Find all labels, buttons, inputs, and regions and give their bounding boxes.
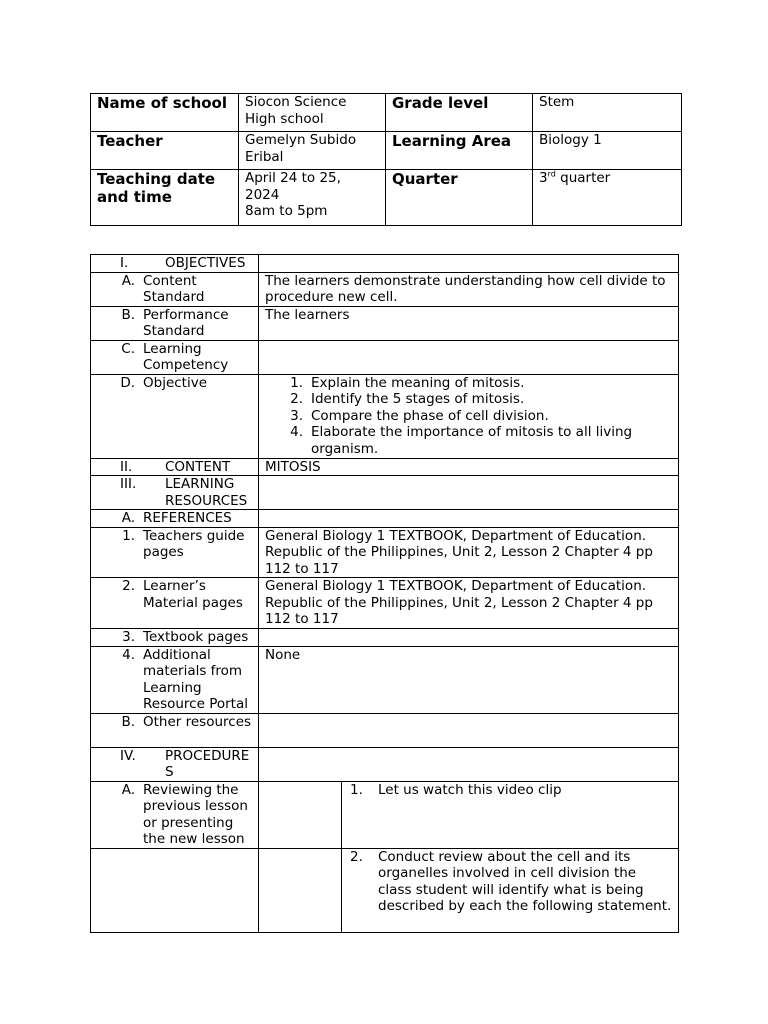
header-row-teacher bbox=[91, 132, 682, 170]
grade-value: Stem bbox=[533, 94, 682, 132]
item-marker: D. bbox=[120, 374, 135, 391]
header-row-date bbox=[91, 170, 682, 226]
row-performance-standard bbox=[91, 306, 679, 340]
row-learning-competency bbox=[91, 340, 679, 374]
teacher-value: Gemelyn Subido Eribal bbox=[239, 132, 386, 170]
area-value: Biology 1 bbox=[533, 132, 682, 170]
textbook-pages-value bbox=[259, 629, 679, 647]
item-marker: C. bbox=[121, 340, 135, 357]
item-marker: 3. bbox=[122, 629, 135, 645]
date-value bbox=[239, 170, 386, 226]
row-learners-material bbox=[91, 578, 679, 629]
date-line1: April 24 to 25, 2024 bbox=[245, 170, 341, 203]
row-teachers-guide bbox=[91, 527, 679, 578]
item-marker: 1. bbox=[122, 527, 135, 544]
section-label: OBJECTIVES bbox=[165, 255, 246, 271]
grade-label: Grade level bbox=[386, 94, 533, 132]
performance-standard-value: The learners bbox=[259, 306, 679, 340]
item-label: Content Standard bbox=[143, 272, 205, 305]
row-learning-resources bbox=[91, 476, 679, 510]
row-references bbox=[91, 510, 679, 528]
item-marker: 4. bbox=[122, 646, 135, 663]
row-reviewing-2 bbox=[91, 848, 679, 932]
date-label: Teaching date and time bbox=[91, 170, 239, 226]
item-label: Learning Competency bbox=[143, 340, 229, 373]
item-label: Textbook pages bbox=[143, 629, 249, 645]
row-additional-materials bbox=[91, 646, 679, 713]
teachers-guide-value: General Biology 1 TEXTBOOK, Department of Education. Republic of the Philippines, Unit 2, Lesson 2 Chapter 4 pp 112 to 117 bbox=[259, 527, 679, 578]
section-marker: III. bbox=[120, 476, 137, 492]
list-item: 1. Explain the meaning of mitosis. bbox=[290, 374, 525, 391]
additional-materials-value: None bbox=[259, 646, 679, 713]
item-marker: B. bbox=[121, 306, 135, 323]
other-resources-value bbox=[259, 713, 679, 747]
list-item: 2. Conduct review about the cell and its organelles involved in cell division the class student will identify what is being described by each the following statement. bbox=[350, 848, 672, 914]
learning-competency-value bbox=[259, 340, 679, 374]
row-procedures bbox=[91, 747, 679, 781]
item-marker: 2. bbox=[122, 578, 135, 594]
item-marker: B. bbox=[121, 713, 135, 730]
item-label: Additional materials from Learning Resource Portal bbox=[143, 646, 248, 712]
list-item: 2. Identify the 5 stages of mitosis. bbox=[290, 391, 525, 407]
teacher-label: Teacher bbox=[91, 132, 239, 170]
list-item: 1. Let us watch this video clip bbox=[350, 781, 562, 798]
row-content-standard bbox=[91, 272, 679, 306]
header-row-school bbox=[91, 94, 682, 132]
quarter-value bbox=[533, 170, 682, 226]
item-marker: A. bbox=[121, 781, 135, 798]
row-content bbox=[91, 458, 679, 476]
item-label: Teachers guide pages bbox=[143, 527, 245, 560]
row-textbook-pages bbox=[91, 629, 679, 647]
date-line2: 8am to 5pm bbox=[245, 203, 328, 219]
quarter-label: Quarter bbox=[386, 170, 533, 226]
section-marker: II. bbox=[120, 458, 133, 475]
section-label: CONTENT bbox=[165, 458, 231, 475]
row-objectives bbox=[91, 255, 679, 273]
quarter-num: 3 bbox=[539, 170, 548, 186]
item-label: Learner’s Material pages bbox=[143, 578, 243, 611]
header-table bbox=[90, 93, 682, 226]
item-label: Performance Standard bbox=[143, 306, 229, 339]
quarter-sup: rd bbox=[547, 169, 556, 179]
section-marker: IV. bbox=[120, 747, 136, 764]
area-label: Learning Area bbox=[386, 132, 533, 170]
item-marker: A. bbox=[121, 272, 135, 289]
list-item: 3. Compare the phase of cell division. bbox=[290, 407, 549, 424]
item-label: REFERENCES bbox=[143, 510, 232, 526]
row-reviewing-1 bbox=[91, 781, 679, 848]
learners-material-value: General Biology 1 TEXTBOOK, Department of Education. Republic of the Philippines, Unit 2, Lesson 2 Chapter 4 pp 112 to 117 bbox=[259, 578, 679, 629]
school-value: Siocon Science High school bbox=[239, 94, 386, 132]
school-label: Name of school bbox=[91, 94, 239, 132]
item-label: Reviewing the previous lesson or presenting the new lesson bbox=[143, 781, 248, 847]
section-label: LEARNING RESOURCES bbox=[165, 476, 248, 509]
item-marker: A. bbox=[121, 510, 135, 526]
quarter-word: quarter bbox=[555, 170, 611, 186]
lesson-plan-table bbox=[90, 254, 679, 933]
item-label: Other resources bbox=[143, 713, 252, 730]
item-label: Objective bbox=[143, 374, 208, 391]
section-marker: I. bbox=[120, 255, 129, 271]
row-objective bbox=[91, 374, 679, 458]
objective-list bbox=[259, 374, 679, 458]
section-label: PROCEDURE S bbox=[165, 747, 250, 780]
content-value: MITOSIS bbox=[259, 458, 679, 476]
row-other-resources bbox=[91, 713, 679, 747]
list-item: 4. Elaborate the importance of mitosis to all living organism. bbox=[290, 424, 633, 457]
content-standard-value: The learners demonstrate understanding how cell divide to procedure new cell. bbox=[259, 272, 679, 306]
